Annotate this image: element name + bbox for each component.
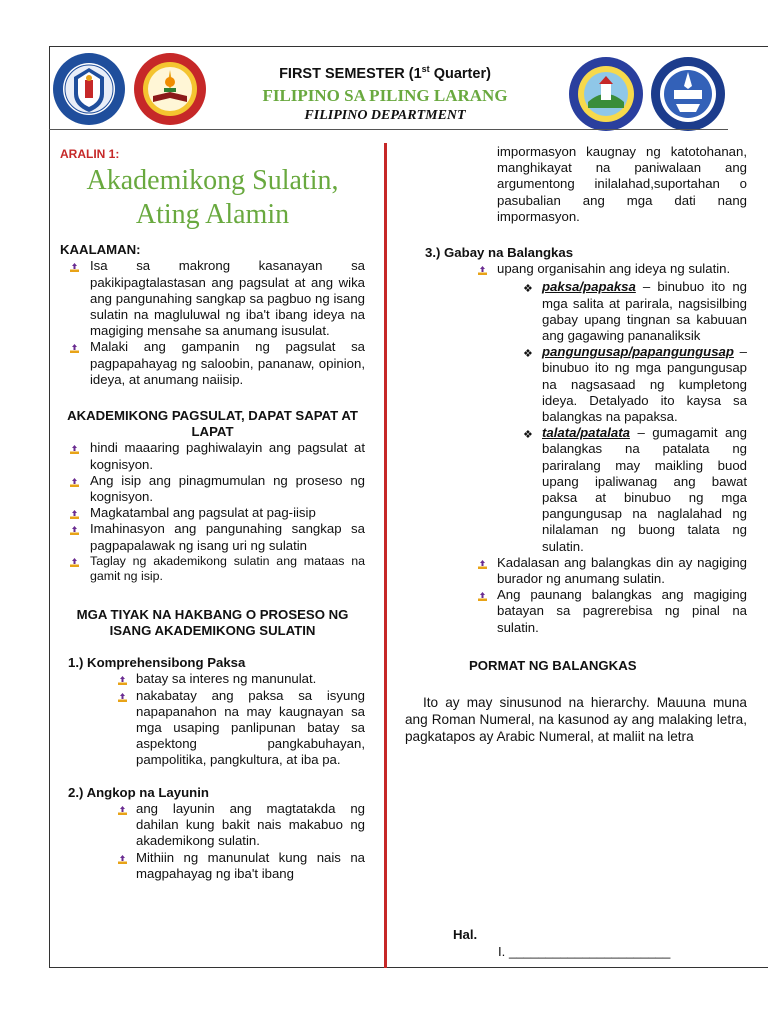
kaalaman-heading: KAALAMAN:: [60, 242, 141, 258]
arrow-bullet-icon: [69, 261, 80, 277]
department-label: FILIPINO DEPARTMENT: [304, 108, 466, 123]
extra-bullets-list: [405, 555, 755, 636]
list-item: ❖ pangungusap/papangungusap – binubuo ito ng mga pangungusap na nagsasaad ng kumpletong ideya. Detalyado ito kaysa sa balangkas na papaksa.: [523, 344, 747, 425]
lesson-title-line2: Ating Alamin: [135, 199, 290, 231]
example-label: Hal.: [453, 927, 478, 942]
tiyak-heading: MGA TIYAK NA HAKBANG O PROSESO NG ISANG AKADEMIKONG SULATIN: [76, 606, 349, 639]
diamond-bullet-icon: ❖: [523, 429, 533, 442]
list-item: batay sa interes ng manunulat.: [60, 671, 365, 687]
diamond-bullet-icon: ❖: [523, 348, 533, 361]
step1-list: [60, 671, 365, 768]
list-item: upang organisahin ang ideya ng sulatin.: [405, 261, 747, 277]
pormat-paragraph: Ito ay may sinusunod na hierarchy. Mauuna muna ang Roman Numeral, na kasunod ay ang malaking letra, pagkatapos ay Arabic Numeral, at maliit na letra: [405, 695, 747, 745]
arrow-bullet-icon: [69, 524, 80, 540]
outline-types-list: [405, 279, 755, 554]
arrow-bullet-icon: [69, 476, 80, 492]
list-item: Malaki ang gampanin ng pagsulat sa pagpapahayag ng saloobin, pananaw, opinion, ideya, at anumang naiisip.: [60, 339, 365, 388]
arrow-bullet-icon: [117, 691, 128, 707]
list-item: ang layunin ang magtatakda ng dahilan kung bakit nais makabuo ng akademikong sulatin.: [60, 801, 365, 850]
example-roman-line: I. ______________________: [498, 944, 671, 959]
left-column: [60, 146, 365, 882]
arrow-bullet-icon: [117, 804, 128, 820]
step3-list: [405, 261, 755, 277]
step2-heading: 2.) Angkop na Layunin: [68, 784, 209, 800]
diamond-bullet-icon: ❖: [523, 283, 533, 296]
column-divider: [384, 143, 387, 968]
pormat-heading: PORMAT NG BALANGKAS: [469, 657, 637, 673]
subject-title: FILIPINO SA PILING LARANG: [262, 86, 508, 105]
list-item: nakabatay ang paksa sa isyung napapanahon na may kaugnayan sa mga usaping panlipunan batay sa aspektong pangkabuhayan, pampolitika, pangkultura, at iba pa.: [60, 688, 365, 769]
lesson-title: [60, 164, 365, 232]
akademiko-list: [60, 440, 365, 584]
deped-region-seal-logo: [133, 52, 207, 126]
lesson-number: ARALIN 1:: [60, 147, 120, 161]
step1-heading: 1.) Komprehensibong Paksa: [68, 655, 246, 671]
arrow-bullet-icon: [69, 342, 80, 358]
right-column: [405, 144, 755, 745]
arrow-bullet-icon: [69, 557, 80, 573]
list-item: ❖ paksa/papaksa – binubuo ito ng mga salita at parirala, nagsisilbing gabay upang tingnan sa kabuuan ang gagawing pananaliksik: [523, 279, 747, 344]
list-item: Taglay ng akademikong sulatin ang mataas na gamit ng isip.: [60, 554, 365, 585]
arrow-bullet-icon: [477, 264, 488, 280]
arrow-bullet-icon: [477, 590, 488, 606]
akademiko-heading: AKADEMIKONG PAGSULAT, DAPAT SAPAT AT LAPAT: [67, 408, 358, 440]
header-divider: [49, 129, 728, 130]
list-item: Ang isip ang pinagmumulan ng proseso ng kognisyon.: [60, 473, 365, 505]
semester-label: FIRST SEMESTER (1st Quarter): [279, 64, 491, 82]
arrow-bullet-icon: [117, 853, 128, 869]
step2-list: [60, 801, 365, 882]
arrow-bullet-icon: [477, 558, 488, 574]
kaalaman-list: [60, 258, 365, 388]
immaculate-conception-academy-seal-logo: [650, 56, 726, 132]
list-item: Magkatambal ang pagsulat at pag-iisip: [60, 505, 365, 521]
list-item: Mithiin ng manunulat kung nais na magpahayag ng iba't ibang: [60, 850, 365, 882]
lesson-title-line1: Akademikong Sulatin,: [86, 165, 339, 197]
deped-seal-logo: [52, 52, 126, 126]
city-schools-division-seal-logo: [568, 56, 644, 132]
arrow-bullet-icon: [69, 443, 80, 459]
list-item: ❖ talata/patalata – gumagamit ang balangkas na patalata ng pariralang may maikling buod upang ipaliwanag ang bawat paksa at binubuo ng mga pangungusap na naglalahad ng nilalaman ng buong talata ng sulatin.: [523, 425, 747, 554]
list-item: Kadalasan ang balangkas din ay nagiging burador ng anumang sulatin.: [405, 555, 747, 587]
list-item: Isa sa makrong kasanayan sa pakikipagtalastasan ang pagsulat at ang wika ang pangunahing sangkap sa pagbuo ng isang sulatin na magluluwal ng iba't ibang ideya na magiging mensahe sa anumang isusulat.: [60, 258, 365, 339]
continuation-text: impormasyon kaugnay ng katotohanan, manghikayat na paniwalaan ang argumentong inilalahad,suportahan o pasubalian ang mga dati nang impormasyon.: [497, 144, 747, 224]
list-item: Imahinasyon ang pangunahing sangkap sa pagpapalawak ng isang uri ng sulatin: [60, 521, 365, 553]
list-item: hindi maaaring paghiwalayin ang pagsulat at kognisyon.: [60, 440, 365, 472]
step3-heading: 3.) Gabay na Balangkas: [425, 245, 574, 261]
list-item: Ang paunang balangkas ang magiging batayan sa pagrerebisa ng pinal na sulatin.: [405, 587, 747, 636]
